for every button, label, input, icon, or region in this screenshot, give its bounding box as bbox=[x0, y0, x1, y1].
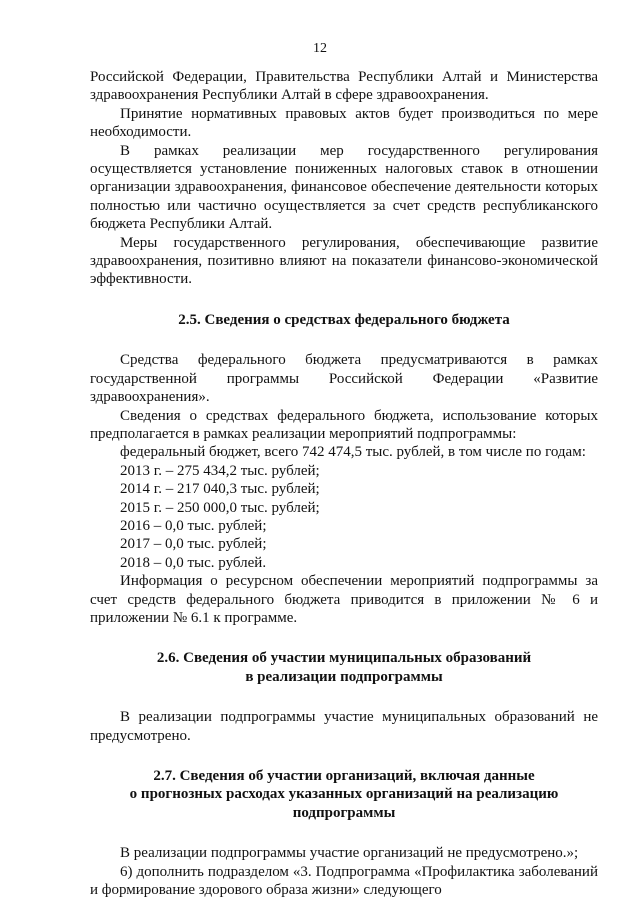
section-2-6-heading: 2.6. Сведения об участии муниципальных образований bbox=[156, 650, 532, 667]
section-2-5-paragraph: Информация о ресурсном обеспечении мероприятий подпрограммы за счет средств федерального бюджета приводится в приложении № 6 и приложении № 6.1 к программе. bbox=[90, 573, 598, 626]
section-2-6-heading: в реализации подпрограммы bbox=[245, 668, 443, 685]
budget-year-item: 2013 г. – 275 434,2 тыс. рублей; bbox=[120, 462, 320, 479]
section-2-6-paragraph: В реализации подпрограммы участие муниципальных образований не предусмотрено. bbox=[90, 709, 598, 744]
budget-year-item: 2017 – 0,0 тыс. рублей; bbox=[120, 536, 267, 553]
budget-total: федеральный бюджет, всего 742 474,5 тыс. рублей, в том числе по годам: bbox=[120, 444, 586, 461]
budget-list bbox=[90, 443, 598, 572]
section-2-5-paragraph: Средства федерального бюджета предусматриваются в рамках государственной программы Российской Федерации «Развитие здравоохранения». bbox=[90, 352, 598, 406]
budget-year-item: 2018 – 0,0 тыс. рублей. bbox=[120, 554, 267, 571]
intro-paragraph: Принятие нормативных правовых актов будет производиться по мере необходимости. bbox=[90, 105, 598, 141]
page-number: 12 bbox=[313, 41, 327, 56]
section-2-7-paragraph: В реализации подпрограммы участие организаций не предусмотрено.»; bbox=[120, 845, 579, 862]
amendment-item-6: 6) дополнить подразделом «3. Подпрограмма «Профилактика заболеваний и формирование здорового образа жизни» следующего bbox=[90, 863, 598, 899]
section-2-7-heading: 2.7. Сведения об участии организаций, включая данные bbox=[153, 768, 535, 784]
budget-year-item: 2015 г. – 250 000,0 тыс. рублей; bbox=[120, 499, 320, 516]
section-2-5-heading: 2.5. Сведения о средствах федерального бюджета bbox=[178, 311, 510, 328]
intro-paragraph: В рамках реализации мер государственного регулирования осуществляется установление пониженных налоговых ставок в отношении организации здравоохранения, финансовое обеспечение деятельности которых полностью или частично осуществляется за счет средств республиканского бюджета Республики Алтай. bbox=[90, 142, 598, 233]
section-2-7-heading: о прогнозных расходах указанных организаций на реализацию bbox=[129, 786, 559, 803]
page-content bbox=[90, 68, 598, 899]
budget-year-item: 2016 – 0,0 тыс. рублей; bbox=[120, 517, 267, 534]
intro-paragraph: Меры государственного регулирования, обеспечивающие развитие здравоохранения, позитивно влияют на показатели финансово-экономической эффективности. bbox=[90, 234, 598, 288]
section-2-5-paragraph: Сведения о средствах федерального бюджета, использование которых предполагается в рамках реализации мероприятий подпрограммы: bbox=[90, 407, 598, 442]
section-2-7-heading: подпрограммы bbox=[292, 804, 396, 821]
intro-paragraph: Российской Федерации, Правительства Республики Алтай и Министерства здравоохранения Республики Алтай в сфере здравоохранения. bbox=[90, 69, 598, 104]
budget-year-item: 2014 г. – 217 040,3 тыс. рублей; bbox=[120, 481, 320, 498]
